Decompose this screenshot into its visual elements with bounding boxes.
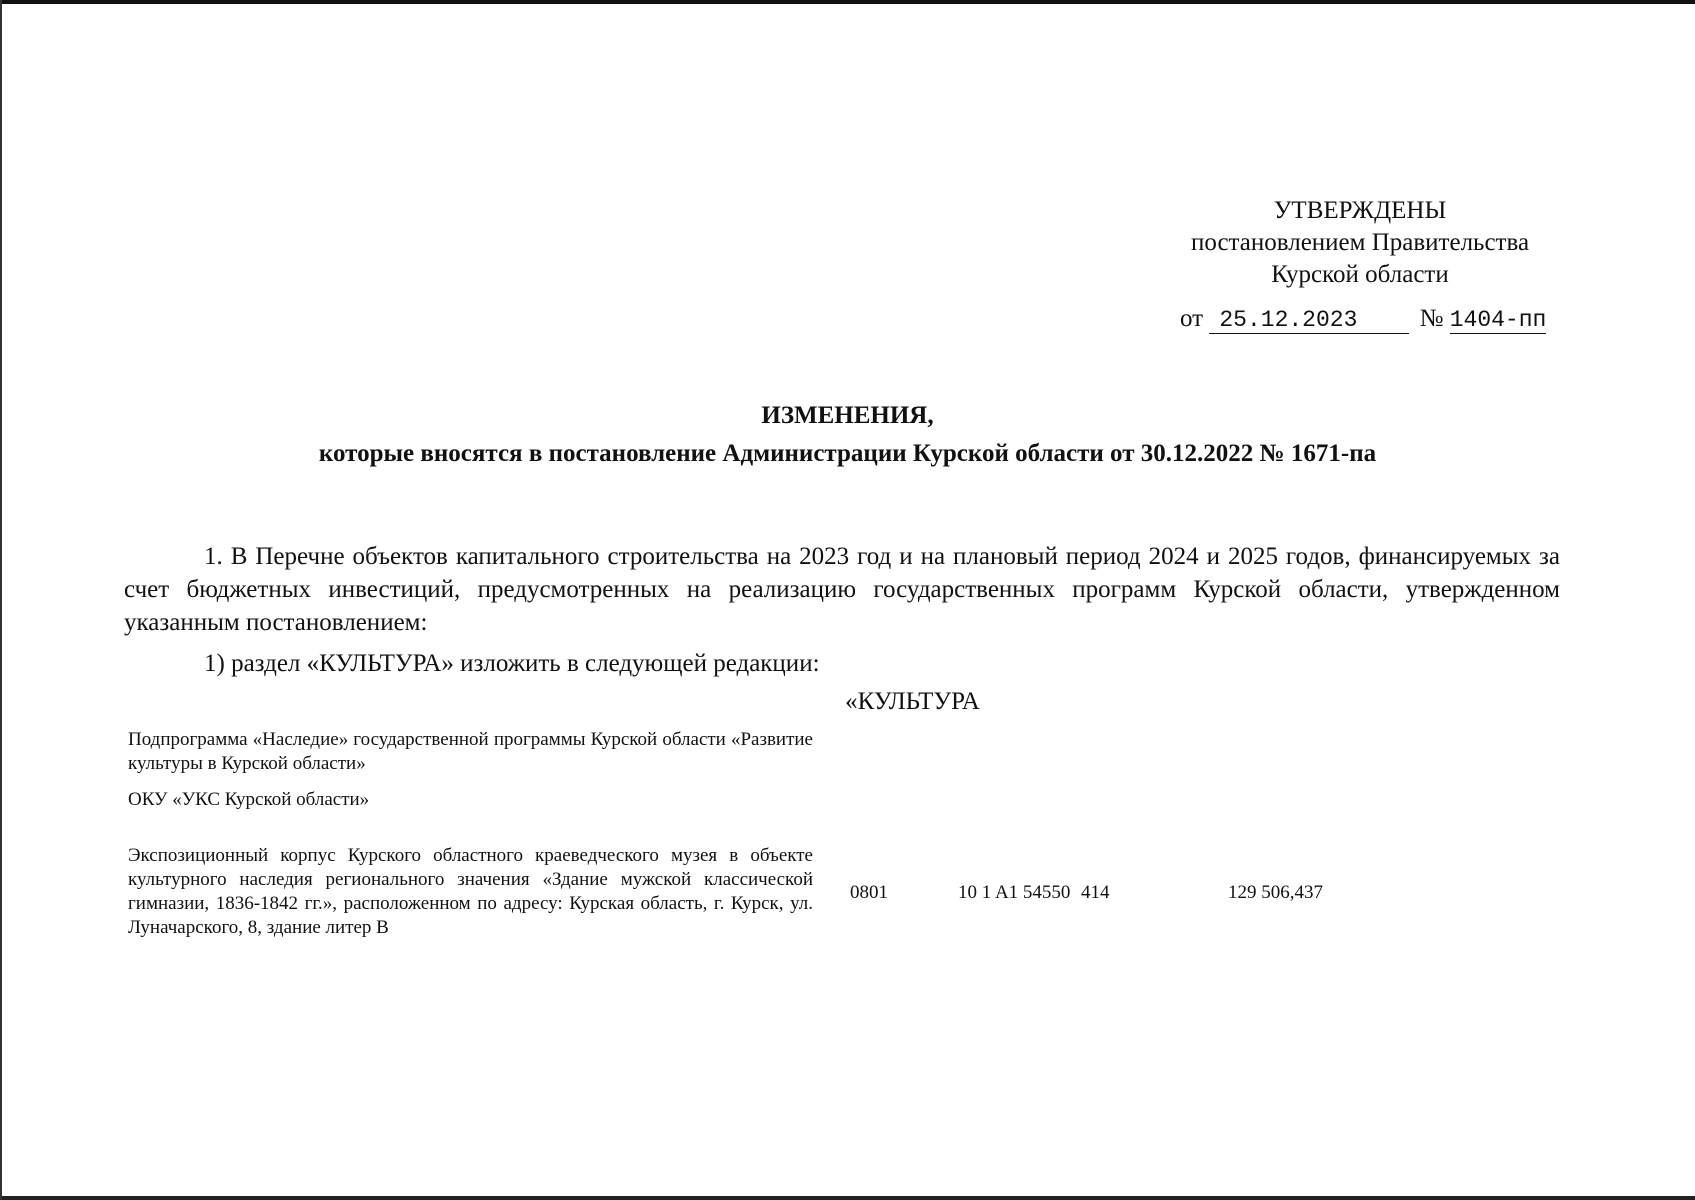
approval-heading: УТВЕРЖДЕНЫ [1273,197,1447,224]
subprogram-text: Подпрограмма «Наследие» государственной программы Курской области «Развитие культуры в Курской области» [128,729,813,774]
expense-type-code: 414 [1081,882,1110,903]
scan-border-left [0,0,2,1200]
section-code: 0801 [850,882,888,903]
approval-date: 25.12.2023 [1209,307,1409,334]
approval-line-2: постановлением Правительства [1190,229,1530,256]
approval-date-number [1180,303,1600,335]
customer-text: ОКУ «УКС Курской области» [128,789,370,810]
object-description: Экспозиционный корпус Курского областного краеведческого музея в объекте культурного наследия регионального значения «Здание мужской классической гимназии, 1836-1842 гг.», расположенном по адресу: Курская область, г. Курск, ул. Луначарского, 8, здание литер В [128,845,813,938]
document-subtitle: которые вносятся в постановление Администрации Курской области от 30.12.2022 № 1671-па [318,440,1377,467]
number-prefix: № [1419,305,1444,332]
target-item-code: 10 1 A1 54550 [958,882,1071,903]
approval-number: 1404-пп [1449,307,1547,333]
date-prefix: от [1180,305,1204,332]
approval-block [1150,195,1570,333]
paragraph-1: 1. В Перечне объектов капитального строительства на 2023 год и на плановый период 2024 и 2025 годов, финансируемых за счет бюджетных инвестиций, предусмотренных на реализацию государственных программ Курской области, утвержденном указанным постановлением: [124,543,1560,636]
scan-border-bottom [0,1196,1695,1200]
approval-line-3: Курской области [1271,261,1449,288]
amount-value: 129 506,437 [1228,882,1323,903]
item-1: 1) раздел «КУЛЬТУРА» изложить в следующей редакции: [204,650,820,677]
section-label: «КУЛЬТУРА [845,688,980,715]
scan-border-top [0,0,1695,4]
document-title: ИЗМЕНЕНИЯ, [761,402,934,429]
